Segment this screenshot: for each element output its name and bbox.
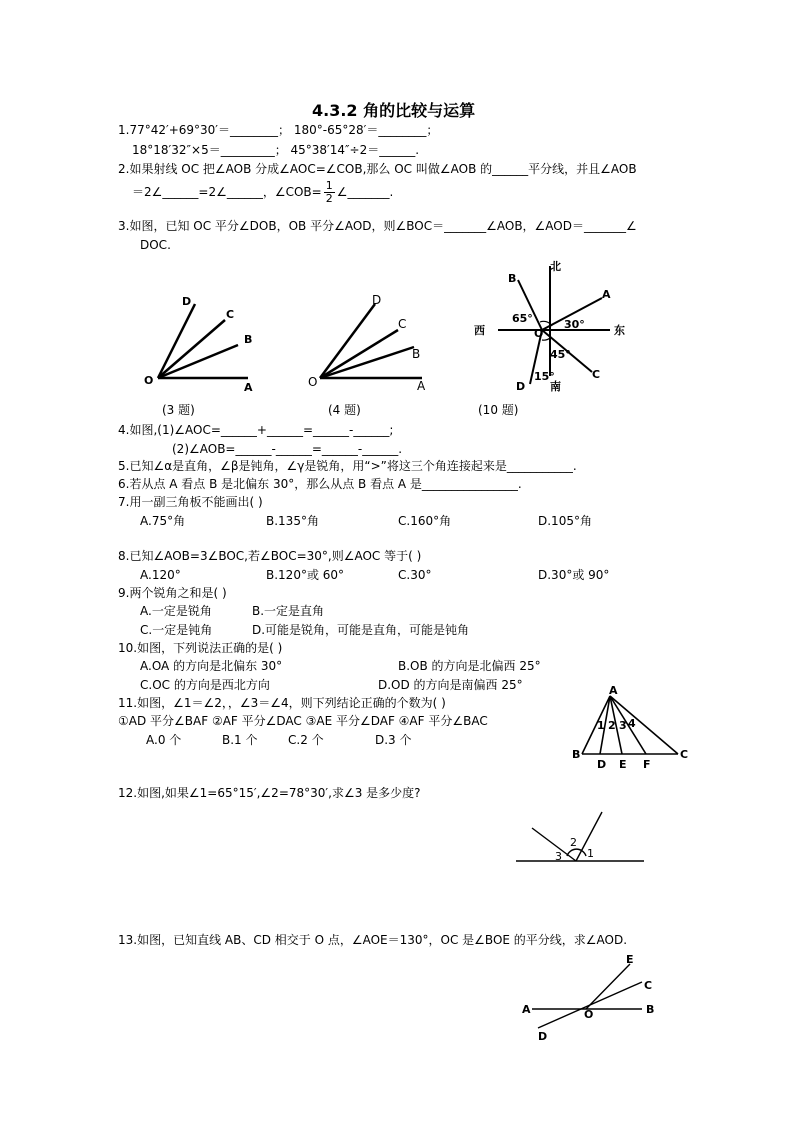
- figure-12: [512, 810, 652, 870]
- label-b: B: [572, 748, 581, 761]
- label-b: B: [646, 1003, 655, 1016]
- label-c: C: [644, 979, 653, 992]
- question-7-option-c: C.160°角: [398, 514, 452, 528]
- figure-10-caption: (10 题): [478, 403, 519, 417]
- ray-ob: [158, 345, 238, 378]
- label-d: D: [516, 380, 526, 393]
- question-4-line-1: 4.如图,(1)∠AOC=______+______=______-______;: [118, 423, 394, 437]
- question-11-option-b: B.1 个: [222, 733, 258, 747]
- question-8-stem: 8.已知∠AOB=3∠BOC,若∠BOC=30°,则∠AOC 等于( ): [118, 549, 422, 563]
- question-7-option-d: D.105°角: [538, 514, 592, 528]
- label-east: 东: [614, 324, 625, 337]
- question-4-line-2: (2)∠AOB=______-______=______-______.: [172, 442, 403, 456]
- label-c: C: [680, 748, 689, 761]
- label-b: B: [412, 347, 421, 361]
- label-b: B: [508, 272, 517, 285]
- question-9-stem: 9.两个锐角之和是( ): [118, 586, 227, 600]
- label-e: E: [619, 758, 627, 771]
- question-3-line-1: 3.如图，已知 OC 平分∠DOB，OB 平分∠AOD，则∠BOC＝_______∠AOB，∠AOD＝_______∠: [118, 219, 637, 233]
- label-d: D: [597, 758, 607, 771]
- label-e: E: [626, 953, 634, 966]
- question-10-option-b: B.OB 的方向是北偏西 25°: [398, 659, 541, 673]
- label-b: B: [244, 333, 253, 346]
- question-9-option-b: B.一定是直角: [252, 604, 325, 618]
- fraction-half: [324, 180, 335, 205]
- figure-3-caption: (3 题): [162, 403, 195, 417]
- figure-4: [302, 290, 442, 420]
- label-o: O: [584, 1008, 594, 1021]
- ray-od: [158, 304, 195, 378]
- question-9-option-c: C.一定是钝角: [140, 623, 213, 637]
- question-11-option-c: C.2 个: [288, 733, 324, 747]
- angle-1-label: 1: [587, 847, 594, 860]
- question-9-option-d: D.可能是锐角，可能是直角，可能是钝角: [252, 623, 470, 637]
- label-d: D: [538, 1030, 548, 1043]
- angle-30: 30°: [564, 318, 585, 331]
- angle-3: 3: [619, 719, 627, 732]
- angle-arc: [567, 849, 586, 856]
- angle-3-label: 3: [555, 850, 562, 863]
- question-8-option-a: A.120°: [140, 568, 181, 582]
- label-a: A: [602, 288, 611, 301]
- label-a: A: [417, 379, 426, 393]
- label-a: A: [244, 381, 253, 394]
- question-13: 13.如图，已知直线 AB、CD 相交于 O 点，∠AOE＝130°，OC 是∠BOE 的平分线，求∠AOD.: [118, 933, 628, 947]
- question-2-line-2-post: ∠_______.: [336, 185, 394, 199]
- question-5: 5.已知∠α是直角，∠β是钝角，∠γ是锐角，用“>”将这三个角连接起来是___________.: [118, 459, 577, 473]
- label-o: O: [308, 375, 318, 389]
- question-10-option-d: D.OD 的方向是南偏西 25°: [378, 678, 523, 692]
- question-12: 12.如图,如果∠1=65°15′,∠2=78°30′,求∠3 是多少度?: [118, 786, 421, 800]
- question-3-line-2: DOC.: [140, 238, 171, 252]
- figure-11: [570, 684, 690, 774]
- question-11-stem: 11.如图，∠1＝∠2，，∠3＝∠4，则下列结论正确的个数为( ): [118, 696, 446, 710]
- label-o: O: [144, 374, 154, 387]
- label-a: A: [609, 684, 618, 697]
- question-8-option-d: D.30°或 90°: [538, 568, 610, 582]
- label-d: D: [372, 293, 382, 307]
- question-7-option-b: B.135°角: [266, 514, 319, 528]
- angle-4: 4: [628, 717, 636, 730]
- page-title: 4.3.2 角的比较与运算: [312, 101, 476, 120]
- label-north: 北: [550, 260, 561, 273]
- angle-65: 65°: [512, 312, 533, 325]
- label-d: D: [182, 295, 192, 308]
- label-c: C: [398, 317, 407, 331]
- question-11-conclusions: ①AD 平分∠BAF ②AF 平分∠DAC ③AE 平分∠DAF ④AF 平分∠BAC: [118, 714, 488, 728]
- question-2-line-2-pre: ＝2∠______=2∠______，∠COB=: [132, 185, 322, 199]
- figure-3: [140, 290, 270, 420]
- angle-1: 1: [597, 719, 605, 732]
- label-a: A: [522, 1003, 531, 1016]
- label-c: C: [592, 368, 601, 381]
- ray-oe: [586, 964, 630, 1009]
- label-o: O: [534, 327, 544, 340]
- question-2-line-1: 2.如果射线 OC 把∠AOB 分成∠AOC=∠COB,那么 OC 叫做∠AOB 的______平分线，并且∠AOB: [118, 162, 637, 176]
- question-7-stem: 7.用一副三角板不能画出( ): [118, 495, 263, 509]
- question-10-option-c: C.OC 的方向是西北方向: [140, 678, 270, 692]
- ray-oc: [158, 320, 225, 378]
- question-1-line-2: 18°18′32″×5＝_________； 45°38′14″÷2＝______.: [132, 143, 420, 157]
- question-1-line-1: 1.77°42′+69°30′＝________； 180°-65°28′＝________；: [118, 123, 439, 137]
- ray-oc: [320, 330, 398, 378]
- question-6: 6.若从点 A 看点 B 是北偏东 30°，那么从点 B 看点 A 是________________.: [118, 477, 522, 491]
- label-f: F: [643, 758, 651, 771]
- fraction-numerator: 1: [325, 179, 333, 192]
- angle-2: 2: [608, 719, 616, 732]
- label-west: 西: [474, 324, 485, 337]
- angle-45: 45°: [550, 348, 571, 361]
- figure-13: [518, 952, 668, 1047]
- fraction-denominator: 2: [325, 192, 333, 205]
- label-south: 南: [550, 380, 561, 393]
- figure-10: [470, 258, 640, 418]
- question-7-option-a: A.75°角: [140, 514, 186, 528]
- ray-ob: [320, 347, 414, 378]
- label-c: C: [226, 308, 235, 321]
- question-9-option-a: A.一定是锐角: [140, 604, 212, 618]
- question-10-stem: 10.如图，下列说法正确的是( ): [118, 641, 283, 655]
- question-10-option-a: A.OA 的方向是北偏东 30°: [140, 659, 283, 673]
- question-8-option-b: B.120°或 60°: [266, 568, 345, 582]
- question-11-option-a: A.0 个: [146, 733, 182, 747]
- question-2-line-2: [132, 180, 393, 205]
- question-11-option-d: D.3 个: [375, 733, 412, 747]
- question-8-option-c: C.30°: [398, 568, 432, 582]
- ray-od: [320, 304, 375, 378]
- angle-15: 15°: [534, 370, 555, 383]
- angle-2-label: 2: [570, 836, 577, 849]
- figure-4-caption: (4 题): [328, 403, 361, 417]
